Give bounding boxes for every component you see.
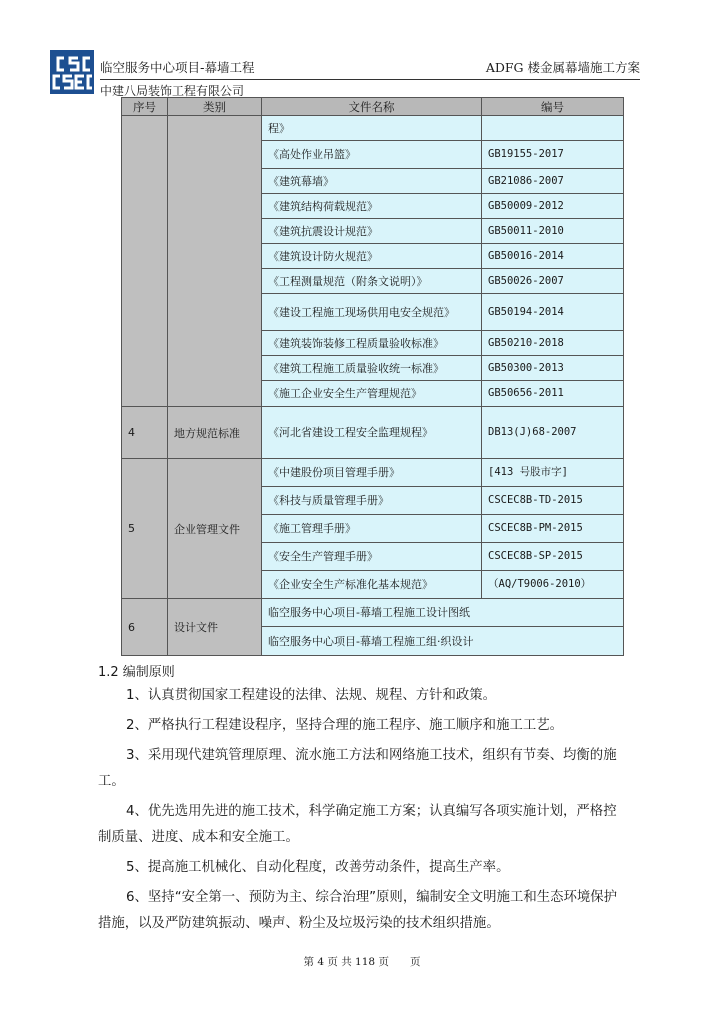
code-cell: GB50656-2011: [482, 381, 624, 407]
table-row: [122, 459, 624, 487]
design-file-cell: 临空服务中心项目-幕墙工程施工设计图纸: [262, 599, 624, 627]
code-cell: GB50011-2010: [482, 219, 624, 244]
principle-paragraph: [98, 743, 626, 795]
group-no-cell: 5: [122, 459, 168, 599]
header-company-name: 中建八局装饰工程有限公司: [100, 84, 245, 98]
group-category-cell: 地方规范标准: [168, 407, 262, 459]
code-cell: DB13(J)68-2007: [482, 407, 624, 459]
code-cell: GB50194-2014: [482, 294, 624, 331]
file-name-cell: 《建设工程施工现场供用电安全规范》: [262, 294, 482, 331]
code-cell: GB21086-2007: [482, 169, 624, 194]
header-project-title: 临空服务中心项目-幕墙工程: [100, 60, 255, 75]
col-header-file-name: 文件名称: [262, 98, 482, 116]
cscec-logo-icon: [50, 50, 94, 94]
group-no-cell: [122, 116, 168, 407]
group-no-cell: 4: [122, 407, 168, 459]
file-name-cell: 《建筑幕墙》: [262, 169, 482, 194]
code-cell: [482, 116, 624, 141]
code-cell: GB50300-2013: [482, 356, 624, 381]
group-category-cell: 企业管理文件: [168, 459, 262, 599]
col-header-no: 序号: [122, 98, 168, 116]
header-divider: [100, 79, 640, 80]
file-name-cell: 《施工管理手册》: [262, 515, 482, 543]
file-name-cell: 《建筑抗震设计规范》: [262, 219, 482, 244]
file-name-cell: 《安全生产管理手册》: [262, 543, 482, 571]
table-row: [122, 116, 624, 141]
code-cell: GB19155-2017: [482, 141, 624, 169]
page-footer: 第 4 页 共 118 页 页: [303, 956, 421, 968]
code-cell: CSCEC8B-PM-2015: [482, 515, 624, 543]
code-cell: [413 号股市字]: [482, 459, 624, 487]
code-cell: CSCEC8B-SP-2015: [482, 543, 624, 571]
principle-text: 4、优先选用先进的施工技术，科学确定施工方案；认真编写各项实施计划，严格控制质量、进度、成本和安全施工。: [98, 804, 617, 845]
principle-paragraph: [98, 713, 626, 739]
code-cell: （AQ/T9006-2010）: [482, 571, 624, 599]
file-name-cell: 《建筑装饰装修工程质量验收标准》: [262, 331, 482, 356]
file-name-cell: 《中建股份项目管理手册》: [262, 459, 482, 487]
code-cell: GB50016-2014: [482, 244, 624, 269]
file-name-cell: 《河北省建设工程安全监理规程》: [262, 407, 482, 459]
table-row: [122, 599, 624, 627]
file-name-cell: 《施工企业安全生产管理规范》: [262, 381, 482, 407]
col-header-category: 类别: [168, 98, 262, 116]
file-name-cell: 《科技与质量管理手册》: [262, 487, 482, 515]
group-category-cell: 设计文件: [168, 599, 262, 656]
section-title: 1.2 编制原则: [98, 665, 175, 680]
col-header-code: 编号: [482, 98, 624, 116]
principle-paragraph: [98, 885, 626, 937]
group-no-cell: 6: [122, 599, 168, 656]
design-file-cell: 临空服务中心项目-幕墙工程施工组·织设计: [262, 627, 624, 656]
table-header-row: [122, 98, 624, 116]
principle-paragraph: [98, 855, 626, 881]
code-cell: GB50210-2018: [482, 331, 624, 356]
file-name-cell: 程》: [262, 116, 482, 141]
group-category-cell: [168, 116, 262, 407]
file-name-cell: 《高处作业吊篮》: [262, 141, 482, 169]
principle-text: 5、提高施工机械化、自动化程度，改善劳动条件，提高生产率。: [126, 860, 510, 875]
standards-table: [121, 97, 624, 656]
file-name-cell: 《建筑工程施工质量验收统一标准》: [262, 356, 482, 381]
principle-paragraph: [98, 799, 626, 851]
principle-paragraph: [98, 683, 626, 709]
file-name-cell: 《企业安全生产标准化基本规范》: [262, 571, 482, 599]
file-name-cell: 《建筑设计防火规范》: [262, 244, 482, 269]
header-document-title: ADFG 楼金属幕墙施工方案: [485, 60, 640, 75]
code-cell: GB50009-2012: [482, 194, 624, 219]
principle-text: 1、认真贯彻国家工程建设的法律、法规、规程、方针和政策。: [126, 688, 497, 703]
file-name-cell: 《建筑结构荷载规范》: [262, 194, 482, 219]
code-cell: GB50026-2007: [482, 269, 624, 294]
principle-text: 6、坚持“安全第一、预防为主、综合治理”原则，编制安全文明施工和生态环境保护措施，以及严防建筑振动、噪声、粉尘及垃圾污染的技术组织措施。: [98, 890, 618, 931]
principle-text: 3、采用现代建筑管理原理、流水施工方法和网络施工技术，组织有节奏、均衡的施工。: [98, 748, 617, 789]
code-cell: CSCEC8B-TD-2015: [482, 487, 624, 515]
table-row: [122, 407, 624, 459]
principle-text: 2、严格执行工程建设程序，坚持合理的施工程序、施工顺序和施工工艺。: [126, 718, 564, 733]
file-name-cell: 《工程测量规范（附条文说明）》: [262, 269, 482, 294]
